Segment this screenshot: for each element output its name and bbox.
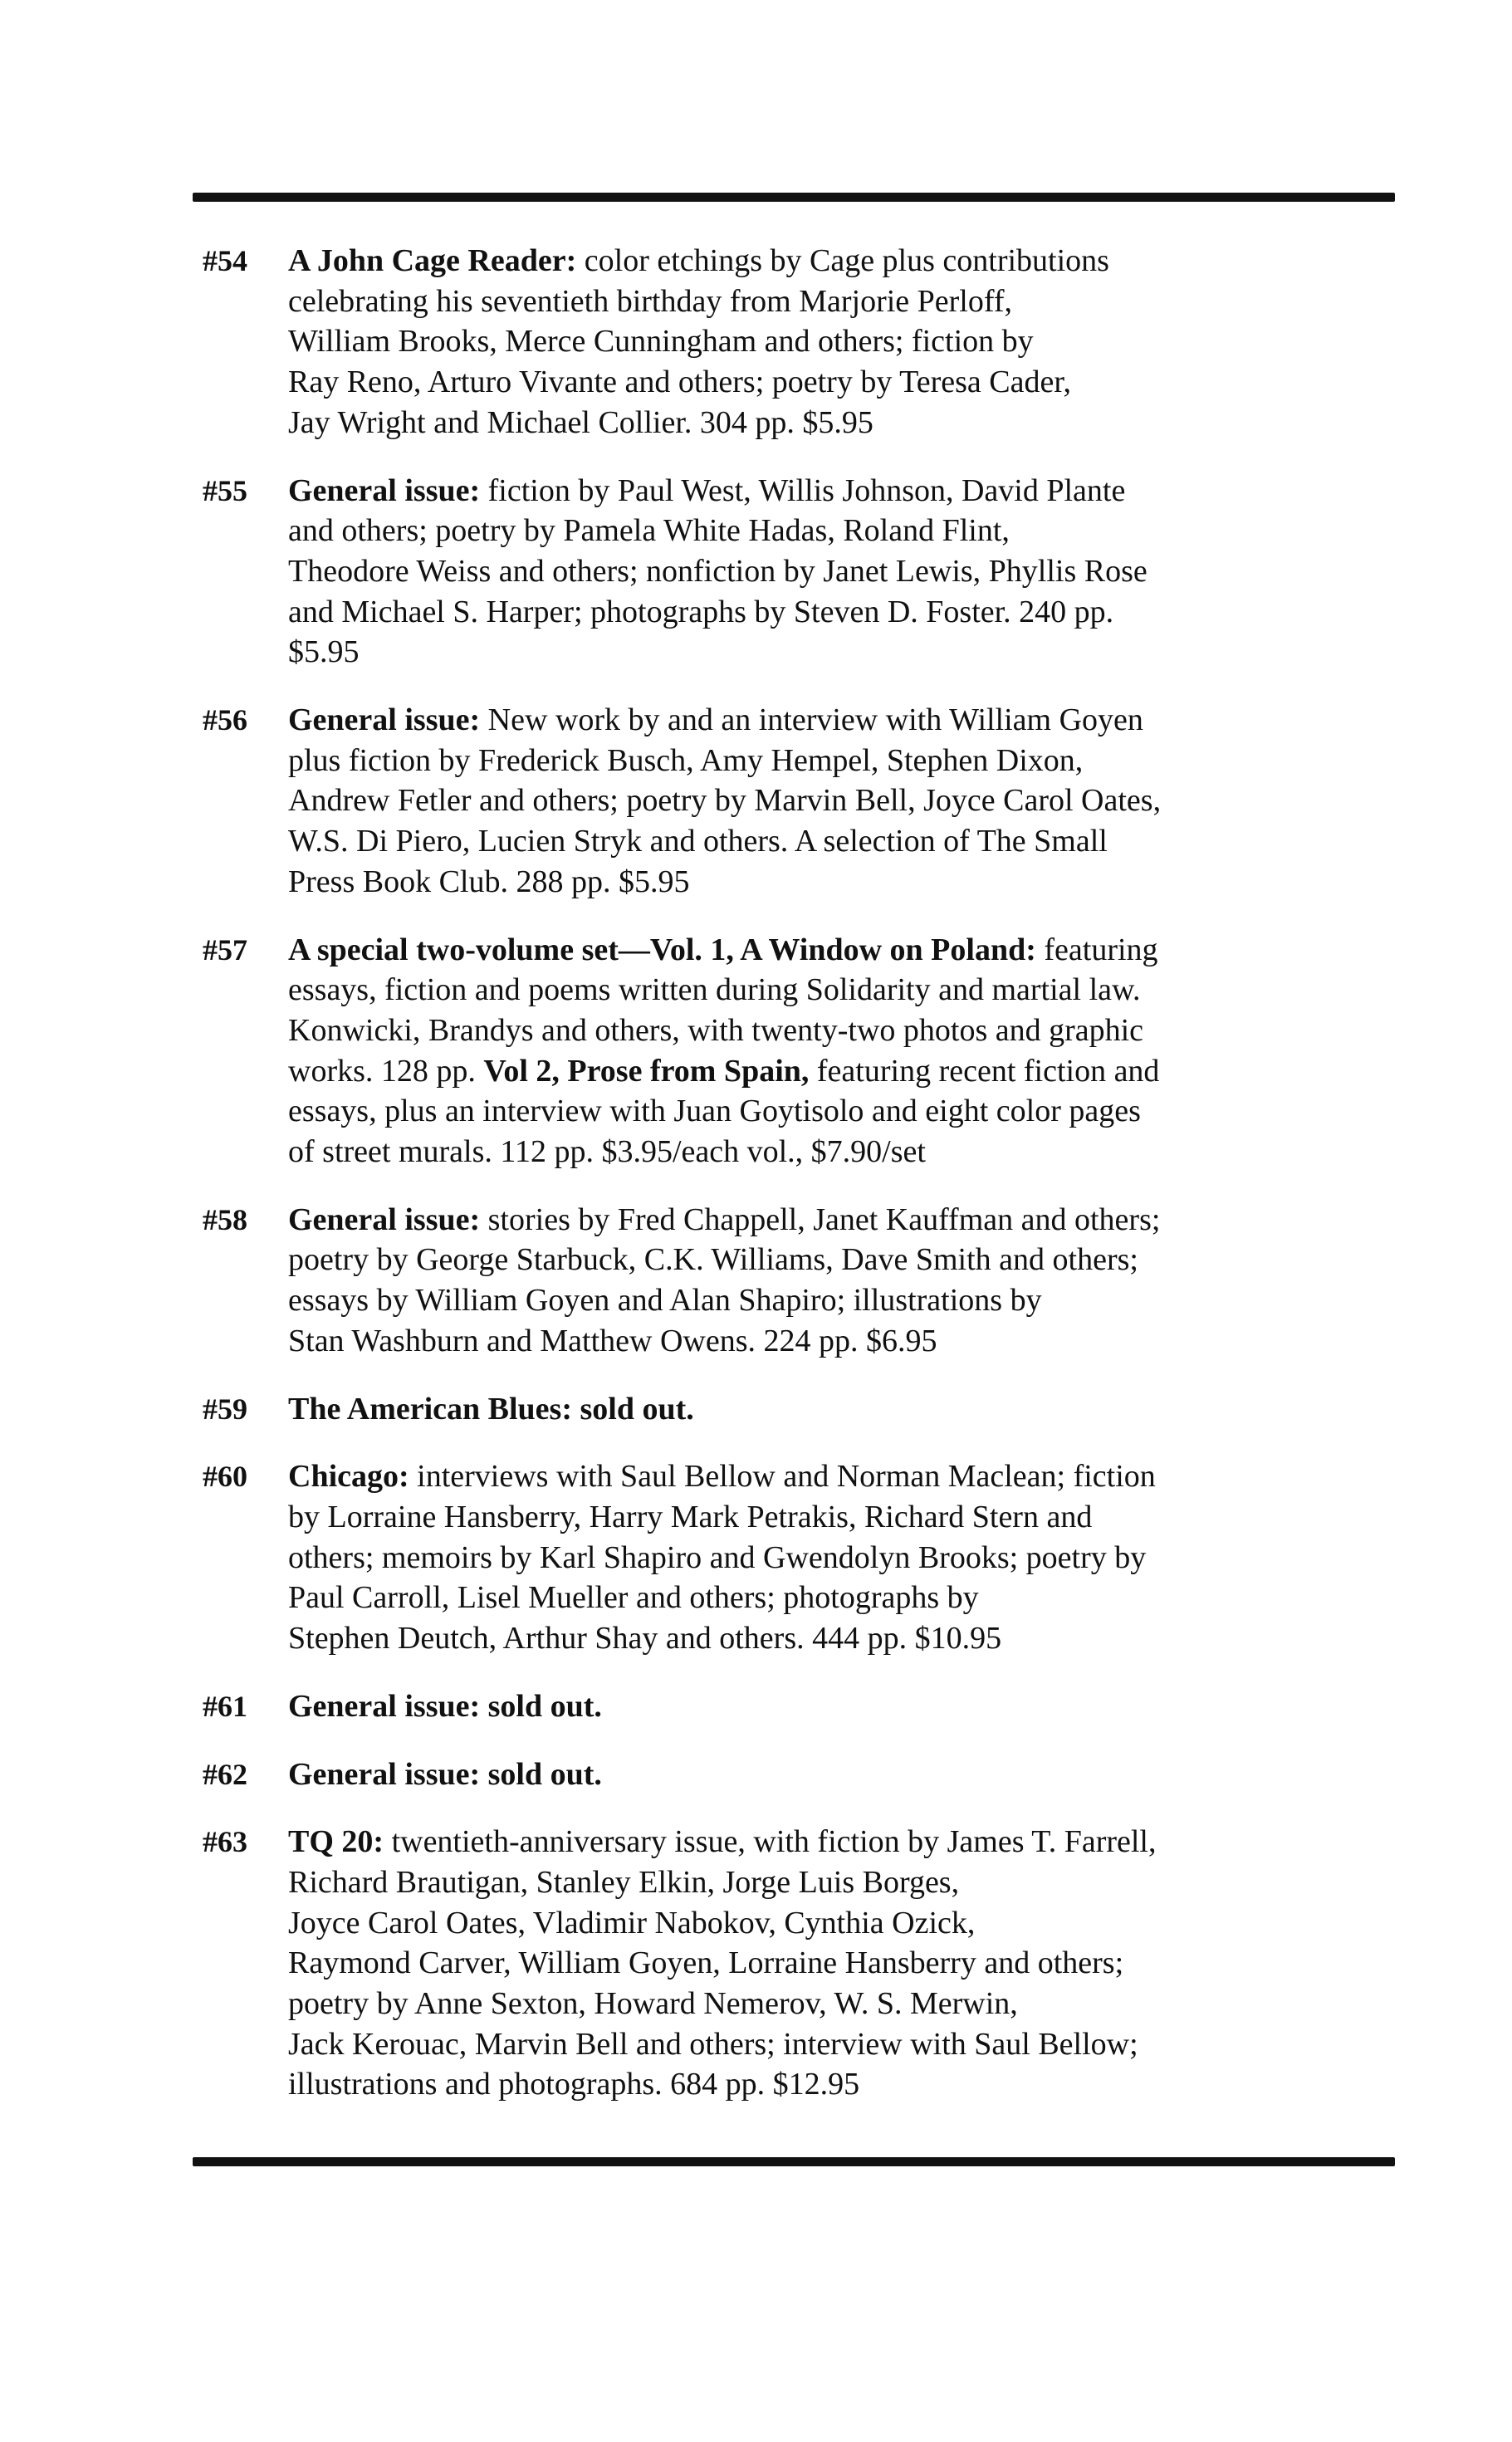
top-rule — [193, 193, 1395, 202]
bold-text: General issue: — [288, 472, 481, 508]
text-run: by Lorraine Hansberry, Harry Mark Petrakis, Richard Stern and — [288, 1499, 1093, 1534]
description-line — [288, 930, 1382, 971]
description-line — [288, 1091, 1382, 1132]
description-line — [288, 2064, 1382, 2105]
description-line — [288, 1280, 1382, 1321]
text-run: Jay Wright and Michael Collier. 304 pp. $5.95 — [288, 404, 873, 440]
text-run: $5.95 — [288, 634, 360, 670]
description-line — [288, 1943, 1382, 1984]
description-line — [288, 1011, 1382, 1051]
description-line — [288, 1903, 1382, 1944]
description-line — [288, 1862, 1382, 1903]
text-run: and others; poetry by Pamela White Hadas, Roland Flint, — [288, 513, 1010, 549]
text-run: New work by and an interview with William Goyen — [480, 702, 1143, 738]
issue-entry — [203, 1456, 1382, 1659]
issue-number: #54 — [203, 244, 247, 277]
description-line — [288, 1051, 1382, 1092]
issue-number: #63 — [203, 1825, 247, 1859]
description-line — [288, 700, 1382, 741]
description-line — [288, 321, 1382, 362]
text-run: Jack Kerouac, Marvin Bell and others; interview with Saul Bellow; — [288, 2026, 1138, 2062]
text-run: Konwicki, Brandys and others, with twenty-two photos and graphic — [288, 1012, 1144, 1048]
issue-entry — [203, 1389, 1382, 1430]
text-run: stories by Fred Chappell, Janet Kauffman and others; — [480, 1201, 1161, 1237]
issue-number: #62 — [203, 1757, 247, 1791]
issue-description — [288, 1456, 1382, 1659]
bold-text: Vol 2, Prose from Spain, — [483, 1053, 810, 1089]
text-run: Raymond Carver, William Goyen, Lorraine Hansberry and others; — [288, 1945, 1124, 1981]
text-run: works. 128 pp. — [288, 1053, 484, 1089]
issue-description — [288, 930, 1382, 1172]
text-run: Stan Washburn and Matthew Owens. 224 pp. $6.95 — [288, 1323, 937, 1358]
description-line — [288, 632, 1382, 673]
issue-description — [288, 1822, 1382, 2105]
description-line — [288, 1754, 1382, 1795]
description-line — [288, 1389, 1382, 1430]
text-run: and Michael S. Harper; photographs by Steven D. Foster. 240 pp. — [288, 594, 1114, 629]
description-line — [288, 862, 1382, 903]
bold-text: TQ 20: — [288, 1824, 384, 1860]
description-line — [288, 970, 1382, 1011]
text-run: poetry by George Starbuck, C.K. Williams, Dave Smith and others; — [288, 1242, 1138, 1278]
description-line — [288, 281, 1382, 322]
text-run: featuring — [1035, 932, 1158, 967]
bold-text: General issue: sold out. — [288, 1756, 602, 1792]
issue-number: #60 — [203, 1460, 247, 1494]
bold-text: Chicago: — [288, 1459, 409, 1495]
text-run: Stephen Deutch, Arthur Shay and others. 444 pp. $10.95 — [288, 1621, 1002, 1657]
text-run: interviews with Saul Bellow and Norman Maclean; fiction — [409, 1459, 1156, 1495]
issue-description — [288, 1686, 1382, 1727]
description-line — [288, 1538, 1382, 1578]
issue-description — [288, 241, 1382, 443]
bold-text: General issue: — [288, 702, 481, 738]
description-line — [288, 551, 1382, 592]
description-line — [288, 821, 1382, 862]
text-run: color etchings by Cage plus contributions — [576, 243, 1109, 278]
issue-description — [288, 1754, 1382, 1795]
description-line — [288, 1456, 1382, 1497]
issue-entry — [203, 1754, 1382, 1795]
text-run: William Brooks, Merce Cunningham and others; fiction by — [288, 324, 1034, 360]
issue-description — [288, 1200, 1382, 1362]
issue-number: #57 — [203, 932, 247, 967]
description-line — [288, 241, 1382, 281]
description-line — [288, 362, 1382, 403]
text-run: of street murals. 112 pp. $3.95/each vol., $7.90/set — [288, 1134, 926, 1170]
issue-entry — [203, 1200, 1382, 1362]
description-line — [288, 592, 1382, 633]
issue-number: #61 — [203, 1689, 247, 1723]
issue-entry — [203, 241, 1382, 443]
description-line — [288, 1200, 1382, 1241]
text-run: Paul Carroll, Lisel Mueller and others; photographs by — [288, 1580, 979, 1616]
description-line — [288, 2024, 1382, 2065]
text-run: Andrew Fetler and others; poetry by Marvin Bell, Joyce Carol Oates, — [288, 783, 1162, 819]
description-line — [288, 403, 1382, 443]
description-line — [288, 511, 1382, 551]
bold-text: A John Cage Reader: — [288, 243, 577, 278]
issue-description — [288, 700, 1382, 903]
description-line — [288, 471, 1382, 511]
bold-text: The American Blues: sold out. — [288, 1391, 694, 1427]
text-run: W.S. Di Piero, Lucien Stryk and others. A selection of The Small — [288, 824, 1108, 859]
text-run: illustrations and photographs. 684 pp. $12.95 — [288, 2067, 860, 2102]
bold-text: A special two-volume set—Vol. 1, A Window on Poland: — [288, 932, 1036, 967]
issue-number: #55 — [203, 473, 247, 507]
issue-number: #58 — [203, 1202, 247, 1236]
issue-number: #59 — [203, 1392, 247, 1426]
text-run: essays by William Goyen and Alan Shapiro; illustrations by — [288, 1283, 1042, 1319]
text-run: plus fiction by Frederick Busch, Amy Hempel, Stephen Dixon, — [288, 742, 1084, 778]
text-run: essays, fiction and poems written during Solidarity and martial law. — [288, 972, 1141, 1008]
description-line — [288, 1240, 1382, 1280]
description-line — [288, 1822, 1382, 1862]
issue-description — [288, 471, 1382, 673]
bottom-rule — [193, 2157, 1395, 2166]
description-line — [288, 1618, 1382, 1659]
text-run: Theodore Weiss and others; nonfiction by Janet Lewis, Phyllis Rose — [288, 553, 1147, 589]
bold-text: General issue: — [288, 1201, 481, 1237]
issue-entry — [203, 930, 1382, 1172]
description-line — [288, 1321, 1382, 1362]
text-run: Richard Brautigan, Stanley Elkin, Jorge Luis Borges, — [288, 1864, 960, 1900]
text-run: essays, plus an interview with Juan Goytisolo and eight color pages — [288, 1094, 1141, 1129]
text-run: twentieth-anniversary issue, with fiction by James T. Farrell, — [384, 1824, 1157, 1860]
text-run: featuring recent fiction and — [809, 1053, 1160, 1089]
issue-entry — [203, 1686, 1382, 1727]
description-line — [288, 1984, 1382, 2024]
text-run: Joyce Carol Oates, Vladimir Nabokov, Cynthia Ozick, — [288, 1905, 976, 1940]
issue-entry — [203, 1822, 1382, 2105]
issue-entry — [203, 471, 1382, 673]
text-run: Ray Reno, Arturo Vivante and others; poetry by Teresa Cader, — [288, 365, 1071, 400]
issue-entry — [203, 700, 1382, 903]
text-run: others; memoirs by Karl Shapiro and Gwendolyn Brooks; poetry by — [288, 1539, 1147, 1575]
issue-list — [203, 241, 1382, 2132]
description-line — [288, 781, 1382, 821]
issue-description — [288, 1389, 1382, 1430]
text-run: Press Book Club. 288 pp. $5.95 — [288, 864, 690, 899]
text-run: poetry by Anne Sexton, Howard Nemerov, W. S. Merwin, — [288, 1986, 1018, 2022]
description-line — [288, 741, 1382, 781]
issue-number: #56 — [203, 703, 247, 737]
description-line — [288, 1686, 1382, 1727]
description-line — [288, 1578, 1382, 1618]
description-line — [288, 1132, 1382, 1172]
text-run: celebrating his seventieth birthday from Marjorie Perloff, — [288, 283, 1012, 319]
description-line — [288, 1497, 1382, 1538]
text-run: fiction by Paul West, Willis Johnson, David Plante — [480, 472, 1126, 508]
bold-text: General issue: sold out. — [288, 1688, 602, 1724]
